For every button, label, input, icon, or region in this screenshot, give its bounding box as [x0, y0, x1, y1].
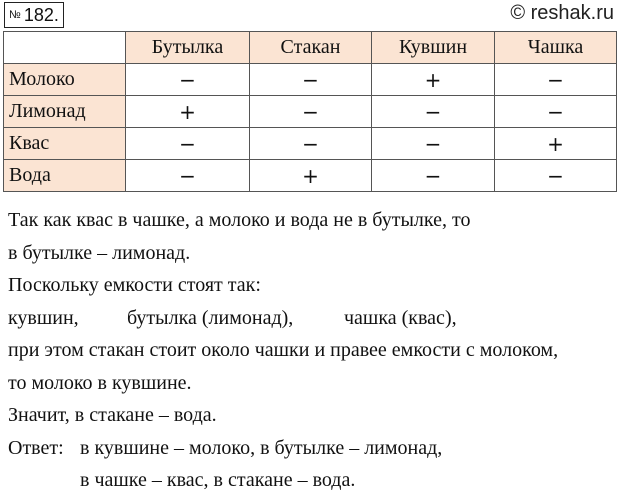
table-cell: − [126, 64, 250, 96]
row-label: Лимонад [4, 96, 126, 128]
solution-line: Так как квас в чашке, а молоко и вода не в бутылке, то [8, 209, 471, 231]
table-cell: − [126, 128, 250, 160]
order-item: чашка (квас), [344, 306, 457, 329]
site-watermark: © reshak.ru [510, 2, 614, 24]
answer-text: в чашке – квас, в стакане – вода. [80, 469, 356, 491]
answer-text: в кувшине – молоко, в бутылке – лимонад, [80, 436, 443, 459]
order-item: бутылка (лимонад), [127, 306, 294, 329]
table-header-row [4, 32, 617, 64]
solution-text [8, 204, 614, 497]
number-sign: № [9, 9, 21, 21]
solution-line: в бутылке – лимонад. [8, 241, 191, 264]
row-label: Вода [4, 160, 126, 192]
column-header: Стакан [250, 32, 372, 64]
table-cell: + [372, 64, 495, 96]
table-cell: − [250, 64, 372, 96]
table-cell: − [495, 160, 617, 192]
table-cell: − [372, 160, 495, 192]
answer-label: Ответ: [8, 436, 64, 459]
row-label: Квас [4, 128, 126, 160]
number-value: 182. [23, 5, 59, 25]
table-cell: + [126, 96, 250, 128]
table-row [4, 160, 617, 192]
solution-line: то молоко в кувшине. [8, 371, 192, 394]
table-cell: + [495, 128, 617, 160]
container-order-line [8, 302, 614, 335]
table-row [4, 128, 617, 160]
solution-line: Поскольку емкости стоят так: [8, 274, 261, 296]
table-cell: − [372, 96, 495, 128]
table-row [4, 64, 617, 96]
solution-line: при этом стакан стоит около чашки и правее емкости с молоком, [8, 339, 559, 361]
order-item: кувшин, [8, 306, 79, 329]
answer-line [8, 432, 614, 465]
table-cell: − [126, 160, 250, 192]
column-header: Бутылка [126, 32, 250, 64]
table-cell: + [250, 160, 372, 192]
table-cell: − [372, 128, 495, 160]
row-label: Молоко [4, 64, 126, 96]
column-header: Чашка [495, 32, 617, 64]
table-cell: − [250, 96, 372, 128]
matching-table [3, 31, 617, 192]
table-cell: − [495, 64, 617, 96]
column-header: Кувшин [372, 32, 495, 64]
corner-cell [4, 32, 126, 64]
table-cell: − [495, 96, 617, 128]
problem-number [4, 2, 64, 28]
solution-line: Значит, в стакане – вода. [8, 404, 217, 426]
answer-line [8, 464, 614, 497]
table-row [4, 96, 617, 128]
table-cell: − [250, 128, 372, 160]
